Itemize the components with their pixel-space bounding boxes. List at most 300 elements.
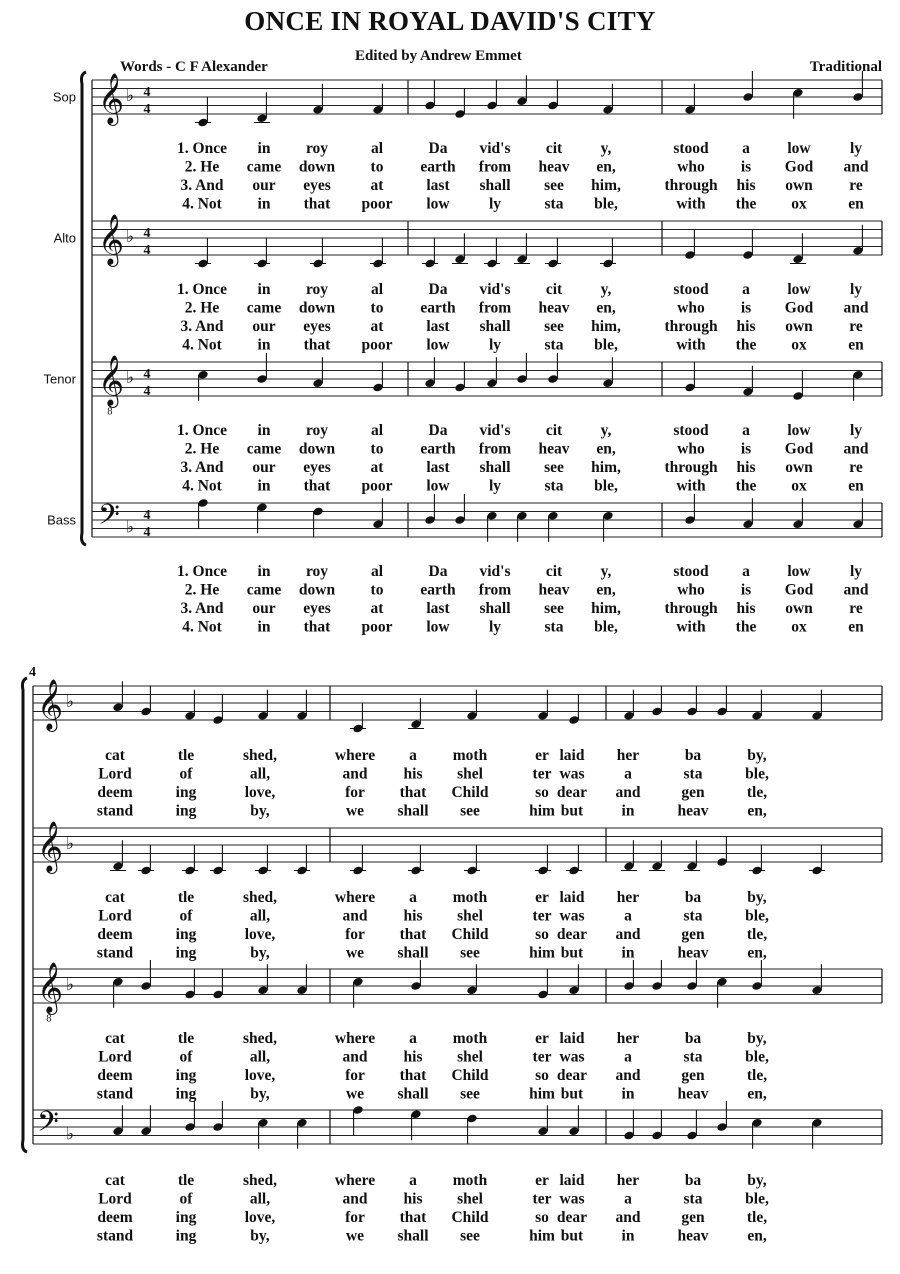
flat-key-icon: ♭ [126,227,135,247]
lyric-syllable: our [252,318,276,335]
staff-tenor [33,960,882,1103]
lyric-syllable: with [676,195,706,213]
lyric-syllable: y, [600,422,612,439]
lyric-syllable: ox [791,477,807,495]
lyric-syllable: from [478,158,512,176]
lyric-syllable: with [676,618,706,636]
flat-key-icon: ♭ [66,692,75,712]
lyric-syllable: sta [683,907,703,925]
lyric-syllable: gen [681,926,705,943]
lyric-syllable: 4. Not [182,336,222,354]
lyric-syllable: a [742,563,750,580]
lyric-syllable: heav [677,802,709,820]
lyric-syllable: where [334,747,376,764]
lyric-syllable: and [615,926,641,943]
lyric-syllable: his [736,600,756,617]
lyric-syllable: and [615,1067,641,1084]
lyric-syllable: of [179,907,193,925]
lyric-syllable: cit [545,281,563,298]
lyric-syllable: love, [244,1067,276,1084]
lyric-syllable: his [736,177,756,194]
lyric-syllable: earth [420,299,456,317]
lyric-syllable: in [621,1227,635,1245]
lyric-syllable: through [664,600,718,617]
lyric-syllable: last [426,459,450,476]
lyric-syllable: al [370,563,384,580]
lyric-syllable: shall [397,1085,429,1103]
lyric-syllable: y, [600,281,612,298]
song-title: ONCE IN ROYAL DAVID'S CITY [244,6,656,36]
lyric-syllable: stand [96,802,134,820]
lyric-syllable: her [616,1172,640,1189]
lyric-syllable: shed, [242,889,278,906]
lyric-syllable: God [784,581,814,599]
lyric-syllable: last [426,600,450,617]
lyric-syllable: for [345,1209,365,1226]
lyric-syllable: and [843,581,869,599]
lyric-syllable: in [257,563,271,580]
lyric-syllable: er [535,1030,549,1047]
lyric-syllable: see [544,459,564,476]
treble-clef-icon: 𝄞 [98,355,125,407]
time-sig-bottom: 4 [143,525,151,540]
lyric-syllable: shall [479,459,511,476]
lyric-syllable: low [426,195,450,213]
lyric-syllable: him [529,802,555,820]
voice-label: Tenor [43,371,76,387]
lyric-syllable: through [664,177,718,194]
lyric-syllable: sta [544,618,564,636]
lyric-syllable: that [399,784,427,801]
lyric-syllable: her [616,889,640,906]
lyric-syllable: shed, [242,1172,278,1189]
lyric-syllable: en [848,195,864,213]
lyric-syllable: ble, [594,195,618,213]
lyric-syllable: ing [175,802,197,820]
lyric-syllable: by, [250,1085,270,1103]
lyric-syllable: 3. And [180,459,224,476]
lyric-syllable: him, [591,318,621,335]
lyric-syllable: through [664,459,718,476]
voice-label: Bass [47,512,76,528]
lyric-syllable: tle [177,1172,195,1189]
lyric-syllable: ly [849,140,863,157]
lyric-syllable: who [677,440,705,458]
lyric-syllable: tle, [746,1209,768,1226]
lyric-syllable: that [399,1067,427,1084]
lyric-syllable: with [676,336,706,354]
lyric-syllable: shall [479,318,511,335]
lyric-syllable: that [303,195,331,213]
lyric-syllable: Da [428,140,448,157]
lyric-syllable: ly [488,195,502,213]
lyric-syllable: ing [175,1067,197,1084]
lyric-syllable: 1. Once [177,281,227,298]
lyric-syllable: poor [361,618,393,636]
lyric-syllable: ing [175,1209,197,1226]
lyric-syllable: by, [747,889,767,906]
lyric-syllable: laid [559,889,585,906]
lyric-syllable: tle, [746,926,768,943]
lyric-syllable: ba [684,747,702,764]
lyric-syllable: tle [177,747,195,764]
lyric-syllable: and [342,1048,368,1066]
lyric-syllable: where [334,1172,376,1189]
system-1 [43,71,882,636]
lyric-syllable: a [409,1030,417,1047]
lyric-syllable: en, [596,299,616,317]
lyric-syllable: to [370,299,384,317]
lyric-syllable: but [560,944,584,962]
measure-number: 4 [29,665,36,680]
lyric-syllable: shall [397,802,429,820]
system-bracket [82,72,87,545]
lyric-syllable: of [179,1048,193,1066]
lyric-syllable: we [345,944,365,962]
lyric-syllable: moth [452,747,488,764]
lyric-syllable: ter [532,1048,552,1066]
lyric-syllable: came [246,581,282,599]
lyric-syllable: shall [479,600,511,617]
lyric-syllable: was [559,765,585,783]
lyric-syllable: to [370,158,384,176]
lyric-syllable: through [664,318,718,335]
staff-bass [47,494,882,636]
lyric-syllable: low [426,336,450,354]
lyric-syllable: ly [488,618,502,636]
lyric-syllable: 1. Once [177,140,227,157]
lyric-syllable: we [345,1227,365,1245]
lyric-syllable: Child [451,1209,489,1226]
treble-clef-icon: 𝄞 [37,821,64,873]
lyric-syllable: ter [532,765,552,783]
lyric-syllable: our [252,600,276,617]
lyric-syllable: to [370,581,384,599]
lyric-syllable: low [787,422,811,439]
editor-credit: Edited by Andrew Emmet [355,48,522,64]
lyric-syllable: en, [747,1085,767,1103]
lyric-syllable: we [345,1085,365,1103]
lyric-syllable: that [399,1209,427,1226]
lyric-syllable: poor [361,477,393,495]
lyric-syllable: 4. Not [182,477,222,495]
words-credit: Words - C F Alexander [120,59,268,75]
lyric-syllable: stood [673,563,709,580]
lyric-syllable: stand [96,1085,134,1103]
time-sig-top: 4 [143,367,151,382]
lyric-syllable: 2. He [184,440,220,458]
lyric-syllable: a [624,907,632,925]
lyric-syllable: moth [452,1030,488,1047]
lyric-syllable: a [742,422,750,439]
treble-clef-icon: 𝄞 [98,73,125,125]
lyric-syllable: gen [681,1067,705,1084]
lyric-syllable: er [535,747,549,764]
lyric-syllable: shed, [242,747,278,764]
lyric-syllable: deem [97,784,133,801]
lyric-syllable: moth [452,889,488,906]
lyric-syllable: laid [559,1172,585,1189]
lyric-syllable: ble, [594,618,618,636]
lyric-syllable: to [370,440,384,458]
lyric-syllable: shel [457,765,483,783]
lyric-syllable: God [784,440,814,458]
lyric-syllable: that [303,477,331,495]
lyric-syllable: re [849,600,863,617]
lyric-syllable: but [560,1227,584,1245]
lyric-syllable: and [342,1190,368,1208]
lyric-syllable: his [403,1048,423,1066]
lyric-syllable: dear [556,784,588,801]
lyric-syllable: en, [596,440,616,458]
lyric-syllable: en [848,336,864,354]
lyric-syllable: 3. And [180,600,224,617]
lyric-syllable: earth [420,581,456,599]
lyric-syllable: sta [544,195,564,213]
lyric-syllable: of [179,1190,193,1208]
lyric-syllable: him [529,1227,555,1245]
lyric-syllable: cit [545,422,563,439]
lyric-syllable: love, [244,784,276,801]
lyric-syllable: last [426,177,450,194]
lyric-syllable: low [787,281,811,298]
lyric-syllable: so [535,1209,549,1226]
flat-key-icon: ♭ [126,86,135,106]
lyric-syllable: by, [250,944,270,962]
lyric-syllable: re [849,459,863,476]
lyric-syllable: tle, [746,1067,768,1084]
lyric-syllable: all, [249,1190,271,1208]
lyric-syllable: stand [96,944,134,962]
lyric-syllable: ble, [594,336,618,354]
time-sig-bottom: 4 [143,102,151,117]
lyric-syllable: eyes [303,177,331,194]
lyric-syllable: shed, [242,1030,278,1047]
lyric-syllable: earth [420,440,456,458]
lyric-syllable: at [370,318,384,335]
lyric-syllable: ing [175,926,197,943]
voice-label: Alto [53,230,76,246]
lyric-syllable: that [303,336,331,354]
lyric-syllable: Child [451,926,489,943]
lyric-syllable: en, [747,802,767,820]
lyric-syllable: her [616,747,640,764]
lyric-syllable: and [615,1209,641,1226]
lyric-syllable: 2. He [184,581,220,599]
lyric-syllable: own [785,318,813,335]
lyric-syllable: and [342,765,368,783]
lyric-syllable: ble, [745,907,769,925]
lyric-syllable: cat [105,889,125,906]
lyric-syllable: Lord [98,907,132,925]
lyric-syllable: vid's [479,422,511,439]
lyric-syllable: vid's [479,563,511,580]
lyric-syllable: see [544,600,564,617]
flat-key-icon: ♭ [126,517,135,538]
lyric-syllable: eyes [303,318,331,335]
lyric-syllable: in [257,422,271,439]
lyric-syllable: was [559,1190,585,1208]
lyric-syllable: see [544,177,564,194]
lyric-syllable: so [535,1067,549,1084]
time-sig-bottom: 4 [143,384,151,399]
lyric-syllable: ly [488,477,502,495]
lyric-syllable: cat [105,747,125,764]
lyric-syllable: a [624,1048,632,1066]
lyric-syllable: but [560,802,584,820]
lyric-syllable: ly [488,336,502,354]
lyric-syllable: own [785,177,813,194]
lyric-syllable: a [624,765,632,783]
lyric-syllable: in [257,336,271,354]
lyric-syllable: his [403,907,423,925]
lyric-syllable: ba [684,1030,702,1047]
lyric-syllable: er [535,1172,549,1189]
lyric-syllable: al [370,140,384,157]
lyric-syllable: last [426,318,450,335]
lyric-syllable: Child [451,1067,489,1084]
lyric-syllable: Da [428,422,448,439]
lyric-syllable: shel [457,907,483,925]
music-credit: Traditional [809,59,882,75]
lyric-syllable: ing [175,1227,197,1245]
lyric-syllable: cat [105,1172,125,1189]
lyric-syllable: by, [747,1172,767,1189]
lyric-syllable: heav [538,158,570,176]
lyric-syllable: heav [677,1227,709,1245]
lyric-syllable: at [370,600,384,617]
lyric-syllable: from [478,299,512,317]
lyric-syllable: where [334,1030,376,1047]
lyric-syllable: own [785,459,813,476]
lyric-syllable: cit [545,140,563,157]
lyric-syllable: deem [97,926,133,943]
lyric-syllable: ly [849,281,863,298]
lyric-syllable: ing [175,1085,197,1103]
lyric-syllable: of [179,765,193,783]
lyric-syllable: him, [591,459,621,476]
lyric-syllable: came [246,299,282,317]
lyric-syllable: we [345,802,365,820]
lyric-syllable: en [848,477,864,495]
lyric-syllable: 4. Not [182,195,222,213]
lyric-syllable: his [736,318,756,335]
lyric-syllable: by, [250,1227,270,1245]
lyric-syllable: is [740,581,752,599]
lyric-syllable: vid's [479,281,511,298]
lyric-syllable: is [740,158,752,176]
lyric-syllable: that [399,926,427,943]
lyric-syllable: roy [305,422,329,439]
lyric-syllable: shall [479,177,511,194]
lyric-syllable: his [403,765,423,783]
lyric-syllable: ble, [594,477,618,495]
lyric-syllable: him [529,1085,555,1103]
lyric-syllable: who [677,158,705,176]
lyric-syllable: down [298,581,336,599]
lyric-syllable: for [345,784,365,801]
lyric-syllable: al [370,281,384,298]
lyric-syllable: shall [397,944,429,962]
lyric-syllable: love, [244,926,276,943]
lyric-syllable: al [370,422,384,439]
staff-alto [54,214,882,353]
lyric-syllable: shel [457,1190,483,1208]
lyric-syllable: love, [244,1209,276,1226]
lyric-syllable: 2. He [184,299,220,317]
lyric-syllable: ter [532,1190,552,1208]
lyric-syllable: from [478,581,512,599]
lyric-syllable: God [784,158,814,176]
lyric-syllable: in [257,618,271,636]
lyric-syllable: ter [532,907,552,925]
lyric-syllable: our [252,459,276,476]
lyric-syllable: 3. And [180,177,224,194]
lyric-syllable: dear [556,926,588,943]
lyric-syllable: in [621,802,635,820]
lyric-syllable: sta [544,477,564,495]
lyric-syllable: with [676,477,706,495]
lyric-syllable: the [735,195,757,213]
lyric-syllable: eyes [303,459,331,476]
lyric-syllable: was [559,907,585,925]
lyric-syllable: moth [452,1172,488,1189]
treble-clef-icon: 𝄞 [98,214,125,266]
lyric-syllable: heav [538,440,570,458]
lyric-syllable: his [736,459,756,476]
lyric-syllable: en [848,618,864,636]
staff-sop [33,679,882,819]
lyric-syllable: gen [681,784,705,801]
lyric-syllable: y, [600,140,612,157]
lyric-syllable: where [334,889,376,906]
lyric-syllable: Da [428,563,448,580]
lyric-syllable: 1. Once [177,422,227,439]
staff-tenor [43,353,882,495]
staff-sop [53,71,882,213]
lyric-syllable: tle [177,889,195,906]
lyric-syllable: poor [361,195,393,213]
lyric-syllable: by, [250,802,270,820]
lyric-syllable: in [257,140,271,157]
lyric-syllable: a [624,1190,632,1208]
lyric-syllable: Lord [98,1190,132,1208]
lyric-syllable: stood [673,422,709,439]
lyric-syllable: and [843,158,869,176]
lyric-syllable: eyes [303,600,331,617]
lyric-syllable: see [460,802,480,820]
lyric-syllable: from [478,440,512,458]
lyric-syllable: a [742,281,750,298]
time-sig-top: 4 [143,508,151,523]
lyric-syllable: laid [559,1030,585,1047]
lyric-syllable: see [460,944,480,962]
lyric-syllable: er [535,889,549,906]
lyric-syllable: own [785,600,813,617]
lyric-syllable: was [559,1048,585,1066]
lyric-syllable: ox [791,336,807,354]
lyric-syllable: that [303,618,331,636]
lyric-syllable: a [409,1172,417,1189]
time-sig-top: 4 [143,226,151,241]
time-sig-top: 4 [143,85,151,100]
lyric-syllable: y, [600,563,612,580]
lyric-syllable: sta [683,765,703,783]
lyric-syllable: en, [596,158,616,176]
lyric-syllable: came [246,158,282,176]
lyric-syllable: her [616,1030,640,1047]
lyric-syllable: Child [451,784,489,801]
